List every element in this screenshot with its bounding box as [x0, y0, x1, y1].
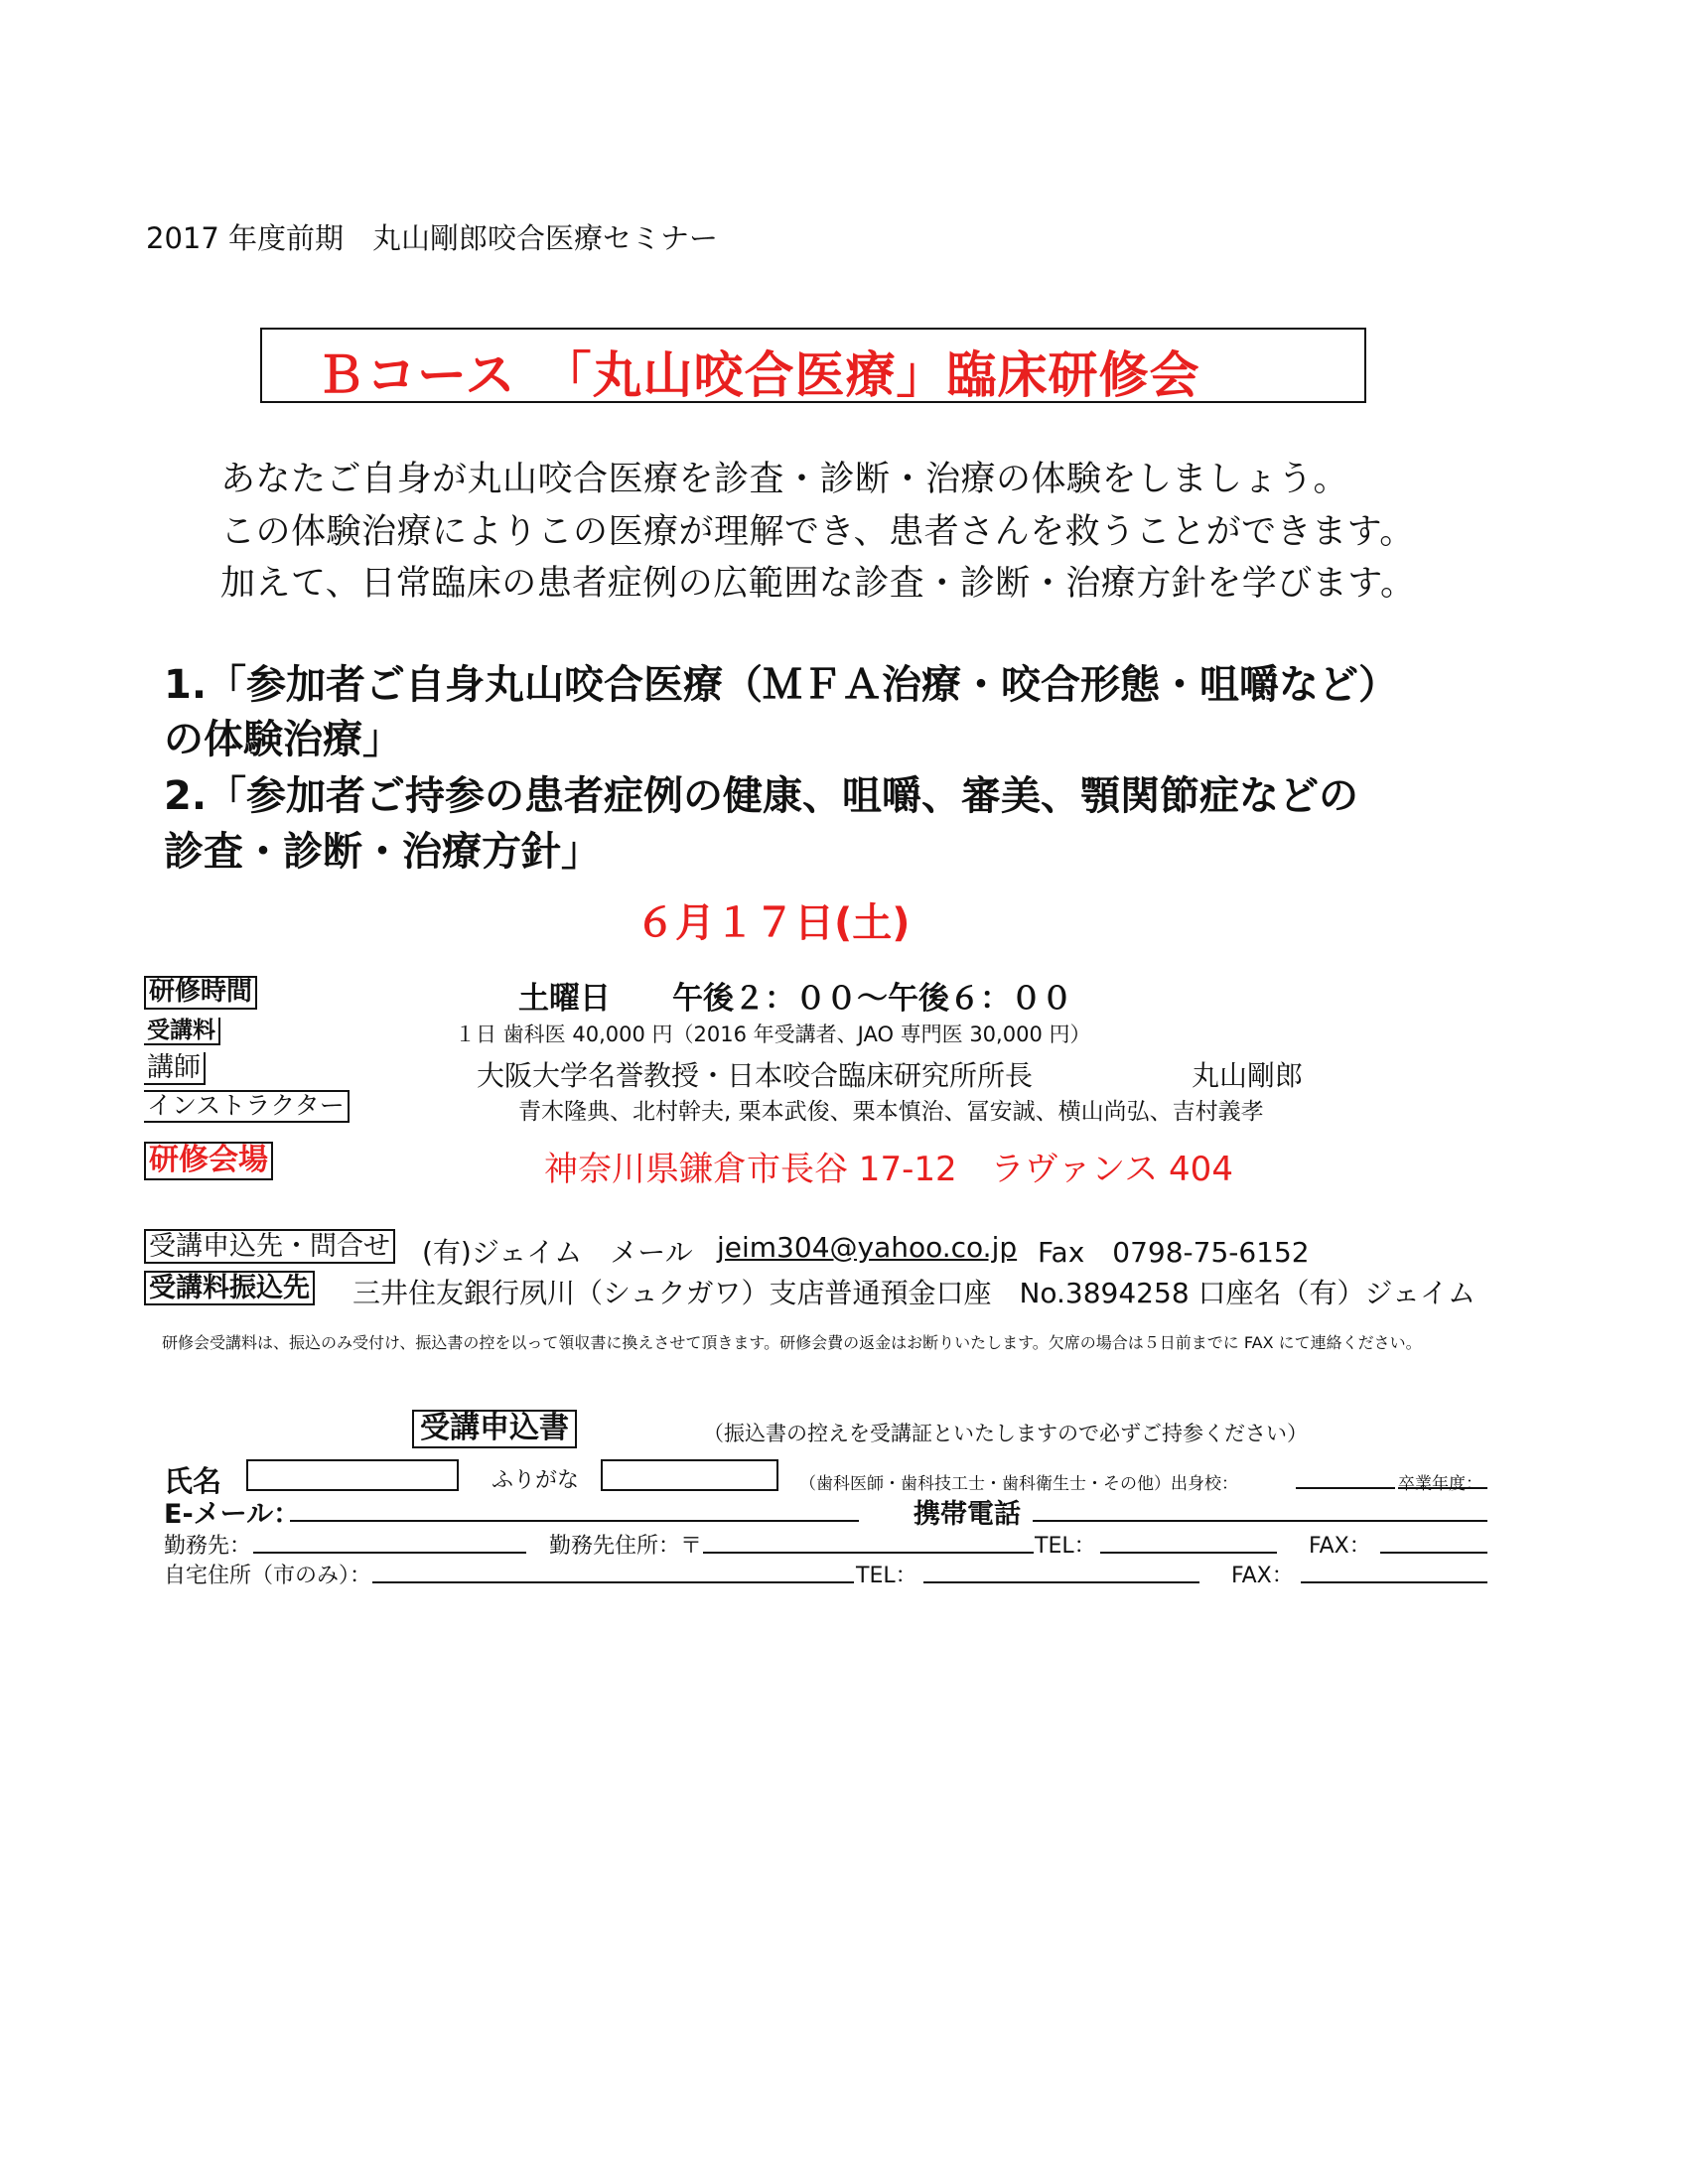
mobile-field[interactable] [1033, 1520, 1487, 1522]
mobile-label: 携帯電話 [914, 1499, 1021, 1530]
workplace-label: 勤務先： [164, 1534, 252, 1559]
bank-value: 三井住友銀行夙川（シュクガワ）支店普通預金口座 No.3894258 口座名（有）ジェイム [352, 1277, 1476, 1309]
fee-value: １日 歯科医 40,000 円（2016 年受講者、JAO 専門医 30,000 円） [455, 1023, 1091, 1046]
school-field[interactable] [1296, 1487, 1395, 1489]
profession-label: （歯科医師・歯科技工士・歯科衛生士・その他）出身校： [799, 1474, 1238, 1494]
email-field[interactable] [290, 1520, 859, 1522]
email-label: E-メール： [164, 1499, 301, 1530]
work-address-field[interactable] [703, 1552, 1034, 1554]
intro-line-2: この体験治療によりこの医療が理解でき、患者さんを救うことができます。 [220, 512, 1415, 552]
contact-email-link[interactable]: jeim304@yahoo.co.jp [717, 1231, 1018, 1264]
course-title: Ｂコース 「丸山咬合医療」臨床研修会 [316, 346, 1200, 404]
item-1-line-1: 1.「参加者ご自身丸山咬合医療（ＭＦＡ治療・咬合形態・咀嚼など） [164, 662, 1399, 708]
contact-prefix: (有)ジェイム メール [422, 1236, 693, 1269]
fax2-label: FAX： [1231, 1564, 1294, 1588]
item-2-line-2: 診査・診断・治療方針」 [164, 829, 601, 875]
fax-label: FAX： [1309, 1534, 1371, 1559]
fee-label: 受講料 [144, 1018, 220, 1045]
workplace-field[interactable] [253, 1552, 526, 1554]
seminar-header: 2017 年度前期 丸山剛郎咬合医療セミナー [146, 221, 719, 255]
bank-label: 受講料振込先 [144, 1271, 315, 1305]
payment-note: 研修会受講料は、振込のみ受付け、振込書の控を以って領収書に換えさせて頂きます。研修会費の返金はお断りいたします。欠席の場合は５日前までに FAX にて連絡ください。 [162, 1333, 1422, 1352]
furigana-label: ふりがな [492, 1468, 580, 1493]
instructor-value: 青木隆典、北村幹夫, 栗本武俊、栗本慎治、冨安誠、横山尚弘、吉村義孝 [518, 1099, 1264, 1125]
venue-value: 神奈川県鎌倉市長谷 17-12 ラヴァンス 404 [544, 1150, 1233, 1189]
grad-year-label: 卒業年度： [1398, 1474, 1482, 1494]
lecturer-value: 大阪大学名誉教授・日本咬合臨床研究所所長 [477, 1059, 1034, 1092]
fax-field[interactable] [1380, 1552, 1487, 1554]
tel2-field[interactable] [923, 1581, 1199, 1583]
grad-year-field[interactable] [1398, 1487, 1487, 1489]
name-label: 氏名 [164, 1464, 222, 1498]
home-address-label: 自宅住所（市のみ）： [164, 1564, 372, 1588]
intro-line-1: あなたご自身が丸山咬合医療を診査・診断・治療の体験をしましょう。 [220, 460, 1349, 499]
contact-fax: Fax 0798-75-6152 [1038, 1236, 1310, 1269]
tel2-label: TEL： [856, 1564, 917, 1588]
time-label: 研修時間 [144, 976, 257, 1010]
lecturer-label: 講師 [144, 1052, 206, 1085]
fax2-field[interactable] [1301, 1581, 1487, 1583]
work-address-label: 勤務先住所：〒 [549, 1534, 703, 1559]
tel-field[interactable] [1100, 1552, 1277, 1554]
lecturer-name: 丸山剛郎 [1192, 1059, 1304, 1092]
home-address-field[interactable] [372, 1581, 854, 1583]
furigana-field[interactable] [601, 1459, 778, 1491]
form-title-note: （振込書の控えを受講証といたしますので必ずご持参ください） [703, 1422, 1308, 1445]
instructor-label: インストラクター [144, 1090, 350, 1123]
seminar-date: ６月１７日(土) [635, 900, 911, 946]
intro-line-3: 加えて、日常臨床の患者症例の広範囲な診査・診断・治療方針を学びます。 [220, 564, 1416, 604]
form-title: 受講申込書 [412, 1410, 577, 1448]
item-1-line-2: の体験治療」 [164, 717, 402, 762]
tel-label: TEL： [1035, 1534, 1096, 1559]
time-value: 土曜日 午後２：００～午後６：００ [518, 981, 1072, 1017]
name-field[interactable] [246, 1459, 459, 1491]
contact-label: 受講申込先・問合せ [144, 1229, 395, 1264]
item-2-line-1: 2.「参加者ご持参の患者症例の健康、咀嚼、審美、顎関節症などの [164, 773, 1359, 819]
venue-label: 研修会場 [144, 1142, 273, 1180]
